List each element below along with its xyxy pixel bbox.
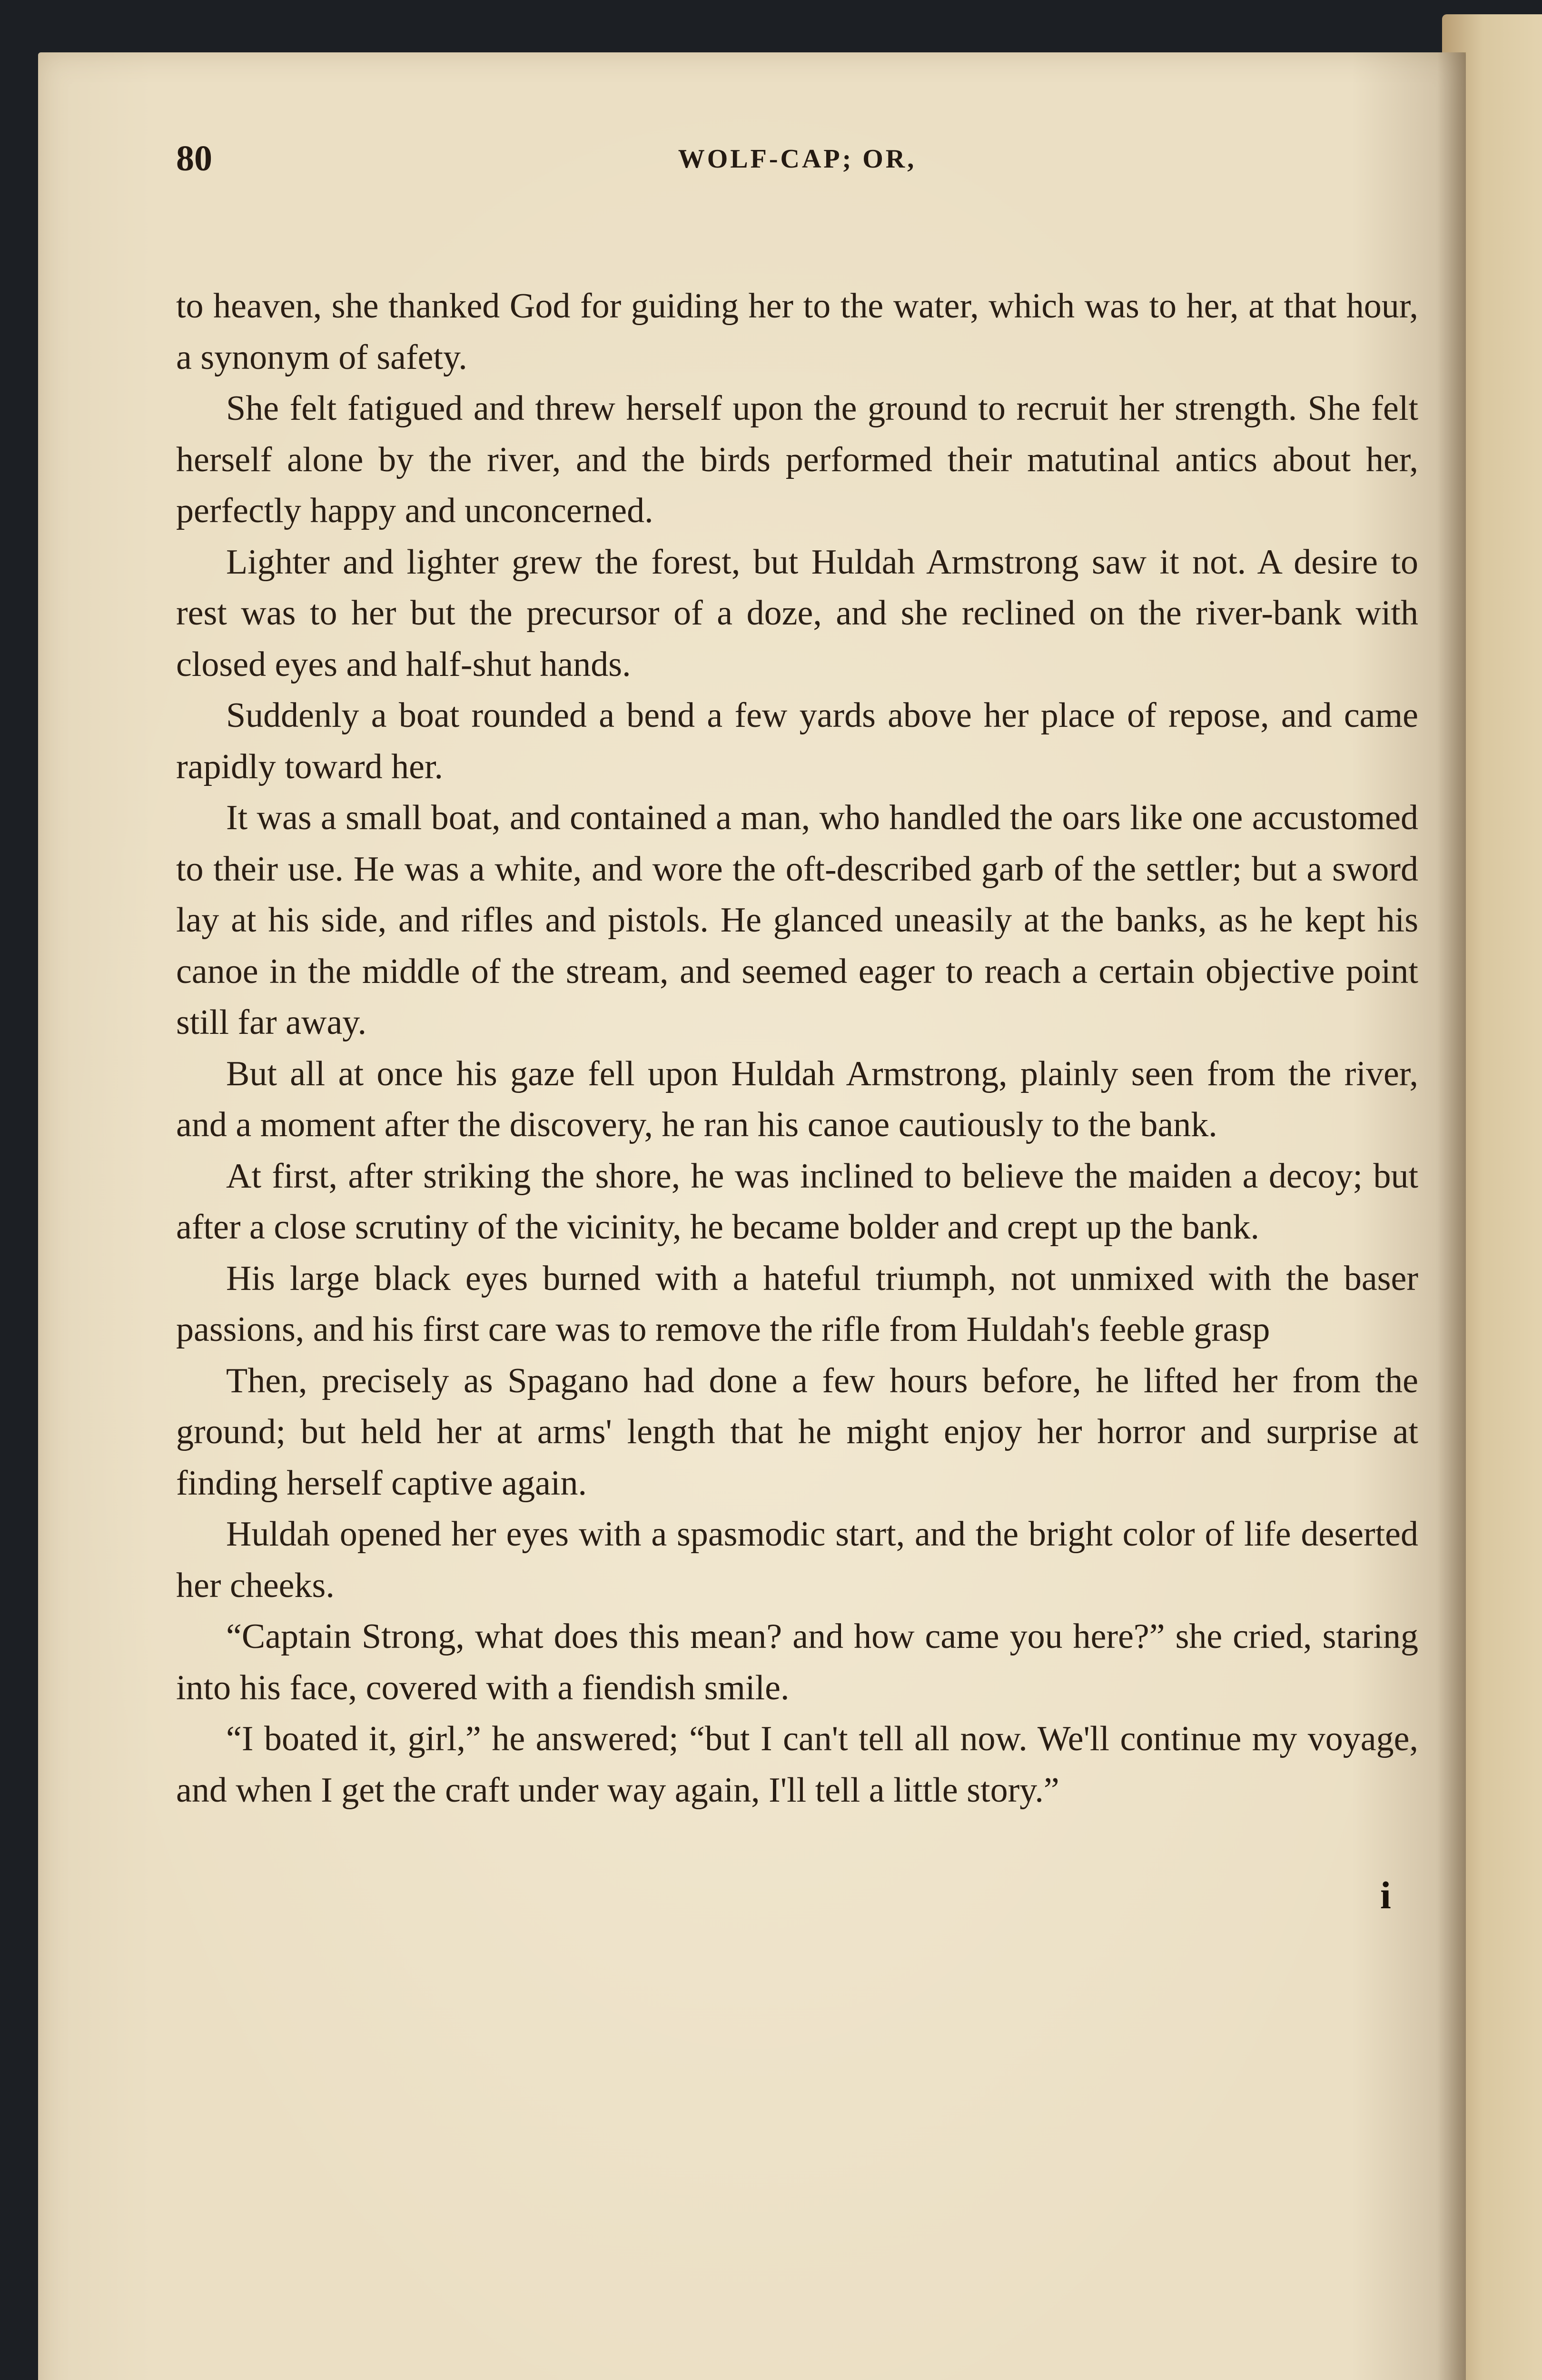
running-head — [176, 138, 1418, 190]
paragraph: But all at once his gaze fell upon Huldah Armstrong, plainly seen from the river, and a moment after the discovery, he ran his canoe cautiously to the bank. — [176, 1054, 1418, 1144]
paragraph: At first, after striking the shore, he was inclined to believe the maiden a decoy; but after a close scrutiny of the vicinity, he became bolder and crept up the bank. — [176, 1156, 1418, 1247]
paragraph: She felt fatigued and threw herself upon the ground to recruit her strength. She felt herself alone by the river, and the birds performed their matutinal antics about her, perfectly happy and unconcerned. — [176, 389, 1418, 530]
paragraph: to heaven, she thanked God for guiding her to the water, which was to her, at that hour, a synonym of safety. — [176, 287, 1418, 377]
paragraph: His large black eyes burned with a hateful triumph, not unmixed with the baser passions, and his first care was to remove the rifle from Huldah's feeble grasp — [176, 1259, 1418, 1349]
paragraph: It was a small boat, and contained a man, who handled the oars like one accustomed to their use. He was a white, and wore the oft-described garb of the settler; but a sword lay at his side, and rifles and pistols. He glanced uneasily at the banks, as he kept his canoe in the middle of the stream, and seemed eager to reach a certain objective point still far away. — [176, 798, 1418, 1042]
spine-shadow — [1437, 52, 1466, 2380]
page-number: 80 — [176, 139, 212, 178]
paragraph: Suddenly a boat rounded a bend a few yards above her place of repose, and came rapidly toward her. — [176, 696, 1418, 786]
paragraph: Then, precisely as Spagano had done a few hours before, he lifted her from the ground; but held her at arms' length that he might enjoy her horror and surprise at finding herself captive again. — [176, 1361, 1418, 1503]
paragraph: “I boated it, girl,” he answered; “but I can't tell all now. We'll continue my voyage, and when I get the craft under way again, I'll tell a little story.” — [176, 1719, 1418, 1810]
paragraph: Lighter and lighter grew the forest, but Huldah Armstrong saw it not. A desire to rest was to her but the precursor of a doze, and she reclined on the river-bank with closed eyes and half-shut hands. — [176, 542, 1418, 684]
margin-mark: i — [1380, 1874, 1391, 1917]
running-title: WOLF-CAP; OR, — [678, 144, 917, 174]
paragraph: Huldah opened her eyes with a spasmodic start, and the bright color of life deserted her cheeks. — [176, 1515, 1418, 1605]
body-text — [176, 281, 1418, 1816]
paragraph: “Captain Strong, what does this mean? and how came you here?” she cried, staring into his face, covered with a fiendish smile. — [176, 1617, 1418, 1707]
